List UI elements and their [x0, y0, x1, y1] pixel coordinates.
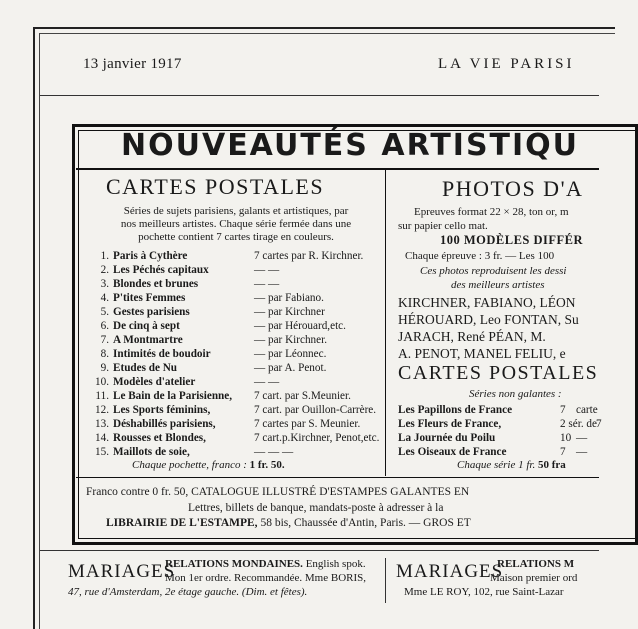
ad-banner: NOUVEAUTÉS ARTISTIQU: [121, 128, 580, 163]
series-item: [94, 403, 380, 417]
galant-count: 2 sér. de: [560, 418, 597, 430]
postcards-heading-2: CARTES POSTALES: [398, 362, 599, 384]
page-date: 13 janvier 1917: [83, 56, 182, 72]
series-detail: 7 cart. par Ouillon-Carrère.: [254, 404, 377, 416]
galant-item: [398, 431, 588, 445]
series-detail: — par A. Penot.: [254, 362, 327, 374]
galant-series-list: [398, 403, 602, 459]
photos-heading: PHOTOS D'A: [442, 176, 584, 201]
series-number: 13.: [95, 418, 109, 430]
mariages-left-line3: 47, rue d'Amsterdam, 2e étage gauche. (Dim. et fêtes).: [68, 586, 308, 598]
series-item: [94, 431, 380, 445]
series-number: 14.: [95, 432, 109, 444]
series-item: [94, 291, 380, 305]
series-detail: 7 cart. par S.Meunier.: [254, 390, 351, 402]
series-title: Modèles d'atelier: [113, 376, 196, 388]
banner-rule: [76, 168, 599, 170]
series-title: A Montmartre: [113, 334, 183, 346]
artists-line: HÉROUARD, Leo FONTAN, Su: [398, 312, 579, 327]
artists-line: A. PENOT, MANEL FELIU, e: [398, 346, 566, 361]
series-number: 8.: [100, 348, 109, 360]
series-title: Intimités de boudoir: [113, 348, 211, 360]
pochette-price-line: [132, 459, 285, 471]
mariages-right-line3: Mme LE ROY, 102, rue Saint-Lazar: [404, 586, 564, 598]
series-detail: 7 cartes par S. Meunier.: [254, 418, 361, 430]
series-title: Blondes et brunes: [113, 278, 199, 290]
series-item: [94, 319, 380, 333]
artists-list: [398, 294, 579, 362]
series-item: [94, 389, 380, 403]
mariages-right-line2: Maison premier ord: [490, 572, 578, 584]
librairie-address: 58 bis, Chaussée d'Antin, Paris. — GROS ET: [257, 517, 471, 529]
series-number: 7.: [100, 334, 109, 346]
series-item: [94, 305, 380, 319]
series-title: Maillots de soie,: [113, 446, 190, 458]
galant-unit: —: [576, 446, 588, 458]
pochette-price: 1 fr. 50.: [249, 459, 285, 471]
series-title: Le Bain de la Parisienne,: [113, 390, 233, 402]
galant-item: [398, 445, 588, 459]
galant-item: [398, 403, 598, 417]
serie-price: 50 fra: [537, 459, 566, 471]
catalog-rule: [76, 477, 599, 478]
series-title: Les Péchés capitaux: [113, 264, 209, 276]
mariages-title-left: MARIAGES: [68, 561, 176, 582]
galant-item: [398, 417, 602, 431]
photo-price: Chaque épreuve : 3 fr. — Les 100: [405, 250, 555, 262]
series-list: [94, 249, 380, 459]
galant-count: 7: [560, 446, 566, 458]
series-number: 11.: [95, 390, 109, 402]
galant-count: 7: [560, 404, 566, 416]
series-item: [94, 263, 380, 277]
galant-title: Les Fleurs de France,: [398, 418, 502, 430]
mariages-right-bold: RELATIONS M: [497, 558, 575, 570]
series-number: 6.: [100, 320, 109, 332]
series-detail: — —: [254, 278, 280, 290]
galant-title: La Journée du Poilu: [398, 432, 496, 444]
series-number: 1.: [100, 250, 109, 262]
series-title: De cinq à sept: [113, 320, 180, 332]
series-number: 3.: [100, 278, 109, 290]
series-item: [94, 375, 380, 389]
series-detail: — par Kirchner.: [254, 334, 328, 346]
series-detail: — — —: [254, 446, 294, 458]
galant-title: Les Papillons de France: [398, 404, 513, 416]
series-number: 15.: [95, 446, 109, 458]
series-detail: 7 cart.p.Kirchner, Penot,etc.: [254, 432, 380, 444]
series-number: 4.: [100, 292, 109, 304]
header-rule: [40, 95, 599, 96]
galant-unit: —: [576, 432, 588, 444]
series-number: 2.: [100, 264, 109, 276]
intro-line: pochette contient 7 cartes tirage en couleurs.: [138, 231, 334, 243]
series-detail: — —: [254, 264, 280, 276]
series-detail: 7 cartes par R. Kirchner.: [254, 250, 364, 262]
lower-divider: [385, 558, 386, 603]
mariages-left-bold: RELATIONS MONDAINES.: [165, 558, 303, 570]
series-item: [94, 347, 380, 361]
series-item: [94, 445, 380, 459]
series-number: 12.: [95, 404, 109, 416]
series-detail: — par Léonnec.: [254, 348, 327, 360]
mariages-left-line1: [165, 558, 366, 570]
mariages-right-line1: [497, 558, 574, 570]
intro-line: nos meilleurs artistes. Chaque série fermée dans une: [120, 218, 352, 230]
photos-note: Ces photos reproduisent les dessi: [420, 265, 567, 277]
series-number: 9.: [100, 362, 109, 374]
series-title: Les Sports féminins,: [113, 404, 211, 416]
series-item: [94, 361, 380, 375]
series-item: [94, 417, 380, 431]
series-item: [94, 249, 380, 263]
galant-intro: Séries non galantes :: [469, 388, 562, 400]
artists-line: KIRCHNER, FABIANO, LÉON: [398, 295, 576, 310]
catalog-address: [106, 517, 471, 529]
series-title: Etudes de Nu: [113, 362, 178, 374]
series-title: P'tites Femmes: [113, 292, 186, 304]
series-title: Paris à Cythère: [113, 250, 188, 262]
series-detail: — —: [254, 376, 280, 388]
catalog-payment: Lettres, billets de banque, mandats-poste à adresser à la: [188, 502, 444, 514]
postcards-heading: CARTES POSTALES: [106, 174, 325, 199]
series-title: Gestes parisiens: [113, 306, 190, 318]
mariages-left-line2: Mon 1er ordre. Recommandée. Mme BORIS,: [165, 572, 367, 584]
librairie-name: LIBRAIRIE DE L'ESTAMPE,: [106, 517, 258, 529]
mariages-title-right: MARIAGES: [396, 561, 504, 582]
catalog-offer: Franco contre 0 fr. 50, CATALOGUE ILLUSTRÉ D'ESTAMPES GALANTES EN: [86, 486, 470, 498]
postcards-intro: [92, 205, 380, 244]
series-item: [94, 277, 380, 291]
galant-title: Les Oiseaux de France: [398, 446, 507, 458]
series-detail: — par Fabiano.: [254, 292, 324, 304]
journal-title: LA VIE PARISI: [438, 56, 575, 72]
serie-price-line: [457, 459, 566, 471]
series-title: Déshabillés parisiens,: [113, 418, 216, 430]
column-divider: [385, 170, 386, 476]
series-title: Rousses et Blondes,: [113, 432, 206, 444]
intro-line: Séries de sujets parisiens, galants et artistiques, par: [123, 205, 349, 217]
galant-unit: 7: [596, 418, 602, 430]
artists-line: JARACH, René PÉAN, M.: [398, 329, 546, 344]
galant-unit: carte: [576, 404, 598, 416]
serie-price-label: Chaque série 1 fr.: [457, 459, 536, 471]
galant-count: 10: [560, 432, 572, 444]
series-item: [94, 333, 380, 347]
series-number: 5.: [100, 306, 109, 318]
series-detail: — par Kirchner: [254, 306, 325, 318]
photos-format: Epreuves format 22 × 28, ton or, m: [414, 206, 569, 218]
series-number: 10.: [95, 376, 109, 388]
pochette-price-label: Chaque pochette, franco :: [132, 459, 247, 471]
photos-note-2: des meilleurs artistes: [451, 279, 545, 291]
mariages-left-rest: English spok.: [302, 558, 366, 570]
models-subhead: 100 MODÈLES DIFFÉR: [440, 233, 584, 247]
series-detail: — par Hérouard,etc.: [254, 320, 346, 332]
photos-paper: sur papier cello mat.: [398, 220, 488, 232]
lower-rule: [40, 550, 599, 551]
